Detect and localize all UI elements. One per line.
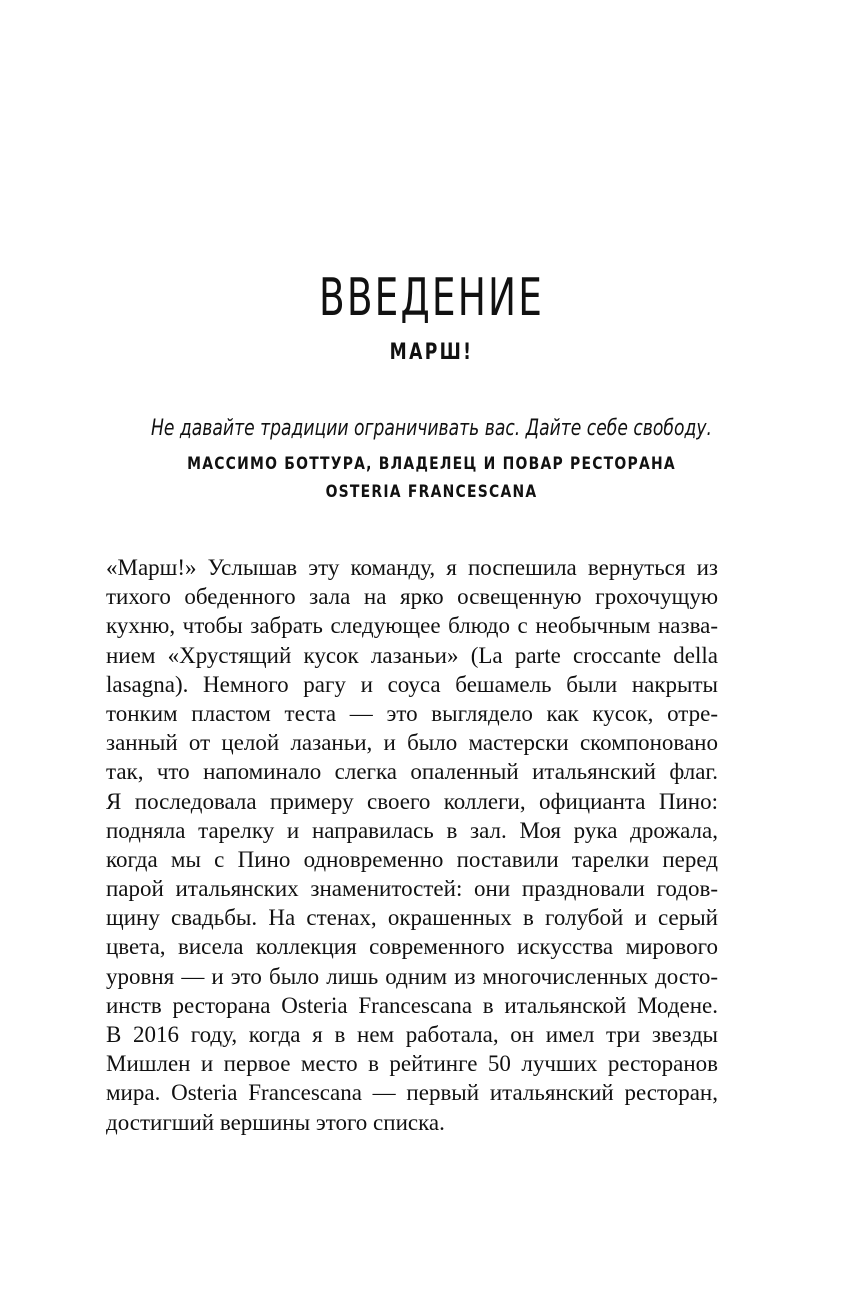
body-line: уровня — и это было лишь одним из многочисленных досто- bbox=[106, 963, 718, 989]
body-line: парой итальянских знаменитостей: они праздновали годов- bbox=[106, 876, 718, 902]
body-line: «Марш!» Услышав эту команду, я поспешила вернуться из bbox=[106, 555, 718, 580]
body-line: Мишлен и первое место в рейтинге 50 лучших ресторанов bbox=[106, 1051, 718, 1077]
body-line: кухню, чтобы забрать следующее блюдо с необычным назва- bbox=[106, 613, 718, 639]
body-line: нием «Хрустящий кусок лазаньи» (La parte croccante della bbox=[106, 642, 718, 668]
chapter-subtitle: МАРШ! bbox=[389, 340, 474, 365]
body-line: занный от целой лазаньи, и было мастерски скомпоновано bbox=[106, 730, 718, 756]
attribution-line-2: OSTERIA FRANCESCANA bbox=[325, 482, 538, 502]
body-line: достигший вершины этого списка. bbox=[106, 1109, 445, 1135]
body-line: подняла тарелку и направилась в зал. Моя рука дрожала, bbox=[106, 817, 718, 843]
body-line: Я последовала примеру своего коллеги, официанта Пино: bbox=[106, 788, 718, 814]
body-line: так, что напоминало слегка опаленный итальянский флаг. bbox=[106, 759, 718, 785]
body-line: тонким пластом теста — это выглядело как кусок, отре- bbox=[106, 700, 718, 726]
body-line: щину свадьбы. На стенах, окрашенных в голубой и серый bbox=[106, 905, 718, 931]
body-line: цвета, висела коллекция современного искусства мирового bbox=[106, 934, 718, 960]
body-line: тихого обеденного зала на ярко освещенную грохочущую bbox=[106, 584, 718, 610]
body-line: когда мы с Пино одновременно поставили тарелки перед bbox=[106, 846, 718, 872]
body-line: инств ресторана Osteria Francescana в итальянской Модене. bbox=[106, 992, 718, 1018]
chapter-title: ВВЕДЕНИЕ bbox=[318, 268, 545, 328]
body-line: lasagna). Немного рагу и соуса бешамель были накрыты bbox=[106, 671, 718, 697]
epigraph-quote: Не давайте традиции ограничивать вас. Дайте себе свободу. bbox=[151, 416, 712, 441]
body-line: мира. Osteria Francescana — первый итальянский ресторан, bbox=[106, 1080, 718, 1106]
attribution-line-1: МАССИМО БОТТУРА, ВЛАДЕЛЕЦ И ПОВАР РЕСТОРАНА bbox=[187, 454, 676, 474]
body-line: В 2016 году, когда я в нем работала, он имел три звезды bbox=[106, 1022, 718, 1047]
body-paragraph bbox=[106, 553, 718, 1137]
epigraph-attribution bbox=[78, 450, 786, 506]
